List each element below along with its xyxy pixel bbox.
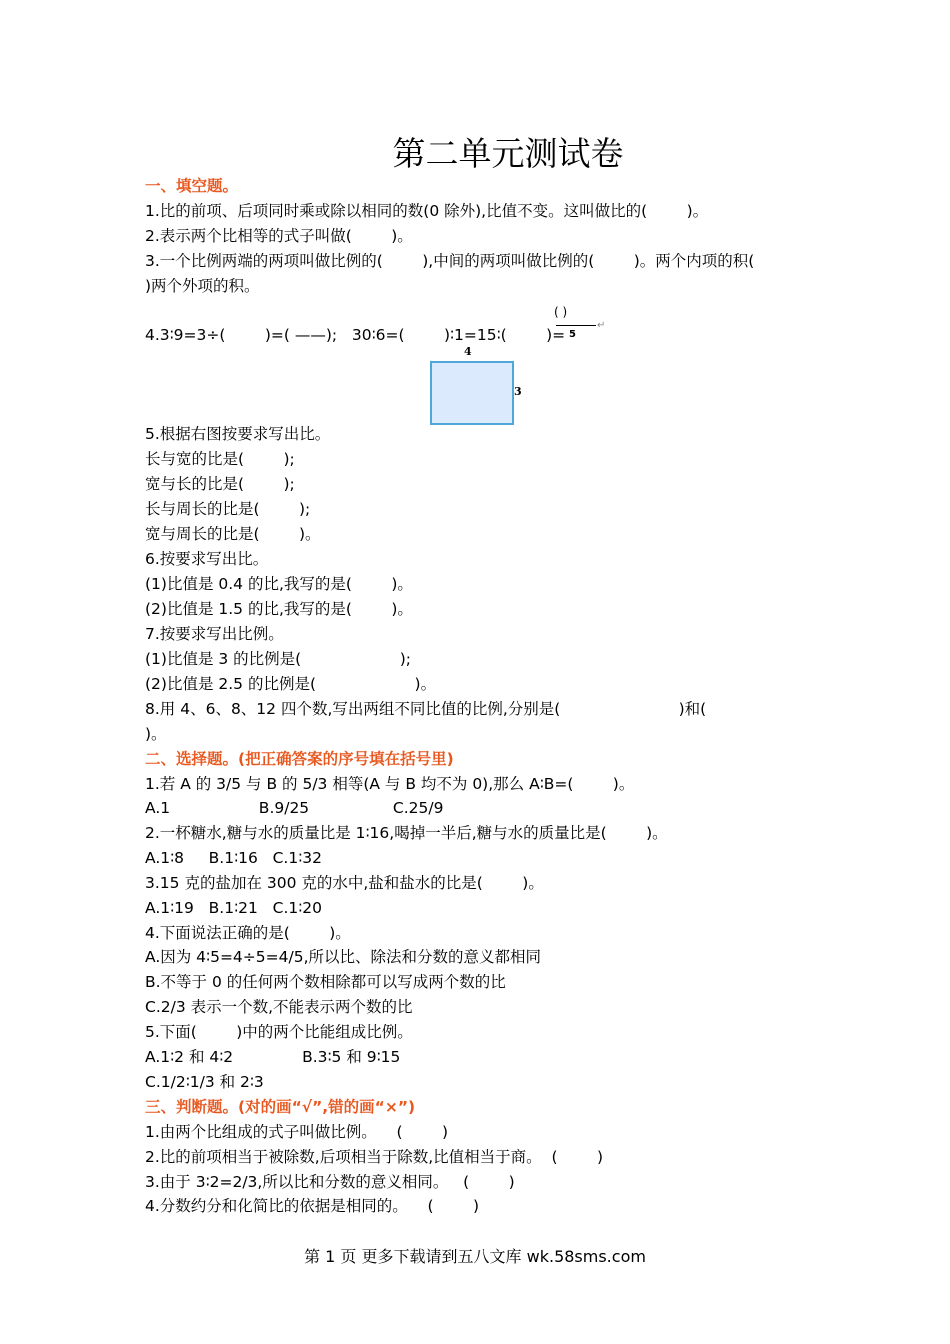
question-line: C.2/3 表示一个数,不能表示两个数的比 — [145, 998, 413, 1016]
question-line: 宽与长的比是( ); — [145, 475, 295, 493]
question-line: 3.15 克的盐加在 300 克的水中,盐和盐水的比是( )。 — [145, 874, 544, 892]
rectangle-figure — [430, 361, 514, 425]
question-line: 5.根据右图按要求写出比。 — [145, 425, 331, 443]
question-line: 3.由于 3∶2=2/3,所以比和分数的意义相同。 ( ) — [145, 1173, 515, 1191]
return-mark: ↵ — [597, 320, 606, 331]
footer-url: wk.58sms.com — [526, 1247, 646, 1266]
question-line: 3.一个比例两端的两项叫做比例的( ),中间的两项叫做比例的( )。两个内项的积( — [145, 252, 755, 270]
fraction-denominator: 5 — [569, 329, 576, 340]
question-line: 2.表示两个比相等的式子叫做( )。 — [145, 227, 413, 245]
section-heading: 一、填空题。 — [145, 177, 239, 195]
fraction-bar — [556, 325, 596, 326]
question-line: 4.下面说法正确的是( )。 — [145, 924, 351, 942]
question-line: B.不等于 0 的任何两个数相除都可以写成两个数的比 — [145, 973, 506, 991]
page-footer — [0, 1244, 950, 1267]
question-line: 长与宽的比是( ); — [145, 450, 295, 468]
section-heading: 三、判断题。(对的画“√”,错的画“×”) — [145, 1098, 416, 1116]
question-line: )。 — [145, 725, 167, 743]
question-line: 7.按要求写出比例。 — [145, 625, 284, 643]
rectangle-length-label: 4 — [464, 345, 472, 358]
question-line: (1)比值是 0.4 的比,我写的是( )。 — [145, 575, 413, 593]
question-line: A.1 B.9/25 C.25/9 — [145, 799, 444, 817]
question-line: 4.分数约分和化简比的依据是相同的。 ( ) — [145, 1197, 480, 1215]
question-line: 长与周长的比是( ); — [145, 500, 311, 518]
fraction-numerator: ( ) — [554, 305, 568, 319]
question-line: 宽与周长的比是( )。 — [145, 525, 321, 543]
question-line: )两个外项的积。 — [145, 277, 260, 295]
question-line: (2)比值是 2.5 的比例是( )。 — [145, 675, 437, 693]
question-line: (1)比值是 3 的比例是( ); — [145, 650, 412, 668]
question-line: (2)比值是 1.5 的比,我写的是( )。 — [145, 600, 413, 618]
footer-text: 更多下载请到五八文库 — [361, 1247, 522, 1266]
question-line: C.1/2∶1/3 和 2∶3 — [145, 1073, 264, 1091]
question-line: 2.比的前项相当于被除数,后项相当于除数,比值相当于商。 ( ) — [145, 1148, 604, 1166]
question-line: 2.一杯糖水,糖与水的质量比是 1∶16,喝掉一半后,糖与水的质量比是( )。 — [145, 824, 668, 842]
question-line: A.1∶2 和 4∶2 B.3∶5 和 9∶15 — [145, 1048, 401, 1066]
question-line: 5.下面( )中的两个比能组成比例。 — [145, 1023, 413, 1041]
question-line: 4.3∶9=3÷( )=( ——); 30∶6=( )∶1=15∶( )= — [145, 326, 566, 344]
question-line: 1.若 A 的 3/5 与 B 的 5/3 相等(A 与 B 均不为 0),那么 A∶B=( )。 — [145, 775, 635, 793]
question-line: 6.按要求写出比。 — [145, 550, 269, 568]
footer-page-number: 第 1 页 — [304, 1247, 357, 1266]
question-line: 1.由两个比组成的式子叫做比例。 ( ) — [145, 1123, 449, 1141]
page-title: 第二单元测试卷 — [392, 134, 624, 173]
question-line: 8.用 4、6、8、12 四个数,写出两组不同比值的比例,分别是( )和( — [145, 700, 707, 718]
section-heading: 二、选择题。(把正确答案的序号填在括号里) — [145, 750, 454, 768]
question-line: A.1∶8 B.1∶16 C.1∶32 — [145, 849, 322, 867]
rectangle-width-label: 3 — [514, 385, 522, 398]
question-line: A.因为 4∶5=4÷5=4/5,所以比、除法和分数的意义都相同 — [145, 948, 542, 966]
question-line: A.1∶19 B.1∶21 C.1∶20 — [145, 899, 322, 917]
question-line: 1.比的前项、后项同时乘或除以相同的数(0 除外),比值不变。这叫做比的( )。 — [145, 202, 709, 220]
